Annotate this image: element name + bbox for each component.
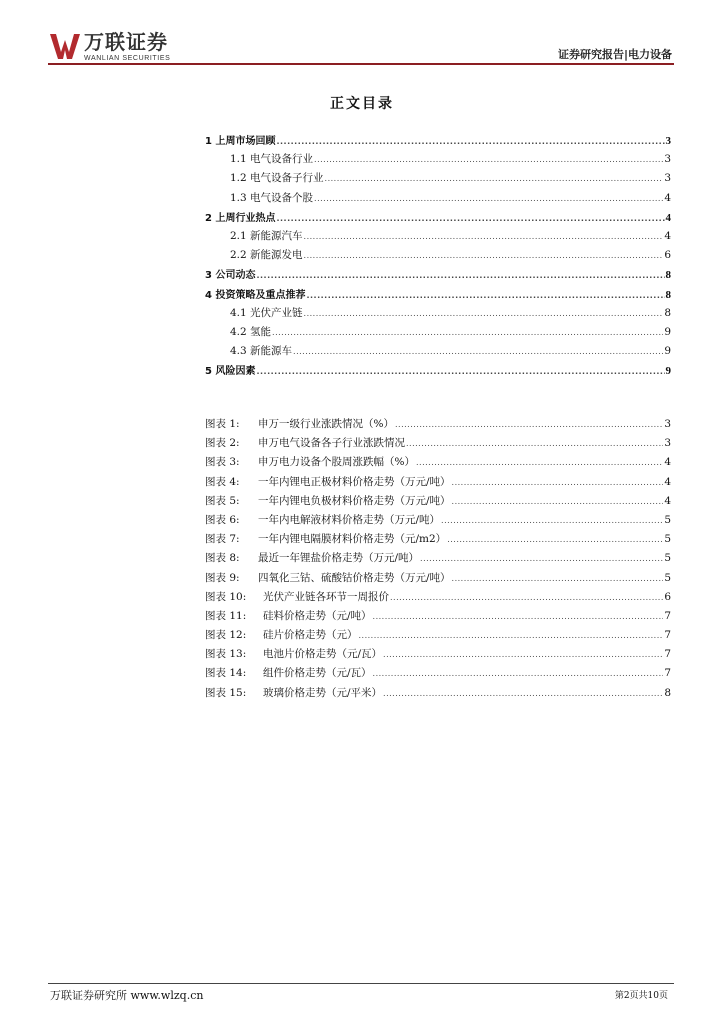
figure-label: 最近一年锂盐价格走势（万元/吨） bbox=[258, 552, 420, 565]
leader-dots bbox=[304, 232, 664, 241]
toc-item[interactable] bbox=[205, 343, 671, 362]
figure-page: 7 bbox=[664, 629, 671, 642]
toc-item-page: 3 bbox=[664, 172, 671, 185]
page-title: 正文目录 bbox=[330, 96, 394, 112]
figure-page: 3 bbox=[664, 437, 671, 450]
figure-label: 申万电力设备个股周涨跌幅（%） bbox=[258, 456, 415, 469]
figure-page: 7 bbox=[664, 667, 671, 680]
figure-label: 硅片价格走势（元） bbox=[263, 629, 358, 642]
toc-item-label: 1 上周市场回顾 bbox=[205, 136, 276, 147]
toc-item[interactable] bbox=[205, 247, 671, 266]
figure-page: 7 bbox=[664, 648, 671, 661]
leader-dots bbox=[276, 214, 664, 223]
leader-dots bbox=[383, 650, 663, 659]
leader-dots bbox=[359, 631, 664, 640]
toc-item-label: 1.1 电气设备行业 bbox=[230, 153, 314, 166]
toc-item[interactable] bbox=[205, 266, 671, 285]
figure-label: 硅料价格走势（元/吨） bbox=[263, 609, 372, 622]
figure-number: 图表 5: bbox=[205, 494, 240, 507]
company-logo bbox=[50, 32, 170, 66]
figure-number: 图表 12: bbox=[205, 629, 247, 642]
leader-dots bbox=[416, 458, 663, 467]
toc-item-page: 4 bbox=[664, 229, 671, 242]
figure-number: 图表 1: bbox=[205, 418, 240, 430]
header-divider bbox=[48, 63, 674, 65]
toc-item-page: 8 bbox=[665, 288, 671, 301]
figure-item[interactable] bbox=[205, 665, 671, 684]
leader-dots bbox=[293, 347, 663, 356]
figure-item[interactable] bbox=[205, 416, 671, 435]
toc-item[interactable] bbox=[205, 190, 671, 209]
toc-item[interactable] bbox=[205, 362, 671, 381]
leader-dots bbox=[383, 689, 663, 698]
toc-item-page: 6 bbox=[664, 249, 671, 262]
company-name-cn: 万联证券 bbox=[84, 30, 168, 54]
toc-item[interactable] bbox=[205, 151, 671, 170]
document-type: 证券研究报告|电力设备 bbox=[557, 48, 672, 61]
page-header bbox=[0, 0, 724, 70]
toc-item-page: 3 bbox=[664, 153, 671, 166]
leader-dots bbox=[447, 535, 663, 544]
leader-dots bbox=[373, 669, 664, 678]
figure-number: 图表 7: bbox=[205, 533, 240, 546]
toc-item[interactable] bbox=[205, 228, 671, 247]
figure-label: 一年内锂电隔膜材料价格走势（元/m2） bbox=[258, 533, 447, 546]
toc-item-label: 3 公司动态 bbox=[205, 270, 256, 282]
toc-item-label: 2.1 新能源汽车 bbox=[230, 229, 303, 242]
figure-item[interactable] bbox=[205, 454, 671, 473]
toc-item[interactable] bbox=[205, 132, 671, 151]
leader-dots bbox=[406, 439, 663, 448]
leader-dots bbox=[452, 478, 664, 487]
figure-page: 3 bbox=[664, 418, 671, 430]
toc-item-page: 9 bbox=[664, 345, 671, 358]
wanlian-logo-icon bbox=[50, 32, 80, 60]
toc-item-page: 4 bbox=[665, 211, 671, 224]
leader-dots bbox=[306, 291, 664, 300]
figure-number: 图表 2: bbox=[205, 437, 240, 450]
figure-label: 组件价格走势（元/瓦） bbox=[263, 667, 372, 680]
page-number: 第2页共10页 bbox=[614, 991, 668, 1001]
figure-index bbox=[205, 416, 671, 704]
figure-item[interactable] bbox=[205, 646, 671, 665]
figure-number: 图表 15: bbox=[205, 686, 247, 699]
toc-item-label: 4.2 氢能 bbox=[230, 325, 272, 338]
figure-number: 图表 14: bbox=[205, 667, 247, 680]
leader-dots bbox=[256, 271, 664, 280]
figure-page: 5 bbox=[664, 513, 671, 526]
leader-dots bbox=[452, 574, 664, 583]
leader-dots bbox=[420, 554, 663, 563]
figure-item[interactable] bbox=[205, 435, 671, 454]
toc-item[interactable] bbox=[205, 209, 671, 228]
toc-item-page: 8 bbox=[664, 306, 671, 319]
figure-number: 图表 9: bbox=[205, 571, 240, 584]
toc-item-label: 1.2 电气设备子行业 bbox=[230, 172, 324, 185]
leader-dots bbox=[325, 174, 664, 183]
leader-dots bbox=[256, 367, 664, 376]
figure-label: 光伏产业链各环节一周报价 bbox=[263, 590, 389, 603]
figure-label: 申万电气设备各子行业涨跌情况 bbox=[258, 437, 405, 450]
figure-label: 四氧化三钴、硫酸钴价格走势（万元/吨） bbox=[258, 571, 451, 584]
figure-item[interactable] bbox=[205, 550, 671, 569]
toc-item-page: 8 bbox=[665, 269, 671, 282]
toc-item-label: 4.1 光伏产业链 bbox=[230, 306, 303, 319]
figure-page: 5 bbox=[664, 533, 671, 546]
leader-dots bbox=[314, 155, 663, 164]
figure-item[interactable] bbox=[205, 627, 671, 646]
leader-dots bbox=[272, 328, 663, 337]
figure-number: 图表 13: bbox=[205, 648, 247, 661]
figure-page: 4 bbox=[664, 475, 671, 488]
figure-label: 一年内锂电负极材料价格走势（万元/吨） bbox=[258, 494, 451, 507]
figure-number: 图表 8: bbox=[205, 552, 240, 565]
figure-page: 6 bbox=[664, 590, 671, 603]
figure-label: 一年内锂电正极材料价格走势（万元/吨） bbox=[258, 475, 451, 488]
toc-item-page: 4 bbox=[664, 191, 671, 204]
figure-item[interactable] bbox=[205, 474, 671, 493]
figure-item[interactable] bbox=[205, 531, 671, 550]
leader-dots bbox=[373, 612, 664, 621]
figure-number: 图表 3: bbox=[205, 456, 240, 469]
toc-item-label: 1.3 电气设备个股 bbox=[230, 191, 314, 204]
toc-item-label: 2 上周行业热点 bbox=[205, 212, 276, 224]
toc-item-label: 4.3 新能源车 bbox=[230, 345, 293, 358]
figure-page: 8 bbox=[664, 686, 671, 699]
toc-item[interactable] bbox=[205, 286, 671, 305]
figure-item[interactable] bbox=[205, 608, 671, 627]
figure-label: 玻璃价格走势（元/平米） bbox=[263, 686, 383, 699]
leader-dots bbox=[276, 137, 664, 146]
footer-source: 万联证券研究所 www.wlzq.cn bbox=[50, 989, 204, 1002]
figure-item[interactable] bbox=[205, 570, 671, 589]
figure-item[interactable] bbox=[205, 685, 671, 704]
toc-item-label: 5 风险因素 bbox=[205, 366, 256, 378]
leader-dots bbox=[441, 516, 663, 525]
figure-page: 7 bbox=[664, 609, 671, 622]
figure-page: 4 bbox=[664, 494, 671, 507]
figure-label: 申万一级行业涨跌情况（%） bbox=[258, 418, 394, 430]
toc-item-page: 3 bbox=[665, 135, 671, 147]
figure-number: 图表 11: bbox=[205, 609, 247, 622]
figure-page: 5 bbox=[664, 552, 671, 565]
figure-number: 图表 6: bbox=[205, 513, 240, 526]
figure-item[interactable] bbox=[205, 512, 671, 531]
toc-item-label: 2.2 新能源发电 bbox=[230, 249, 303, 262]
leader-dots bbox=[390, 593, 663, 602]
figure-number: 图表 10: bbox=[205, 590, 247, 603]
figure-number: 图表 4: bbox=[205, 475, 240, 488]
leader-dots bbox=[314, 194, 663, 203]
toc-item-label: 4 投资策略及重点推荐 bbox=[205, 289, 306, 301]
figure-item[interactable] bbox=[205, 493, 671, 512]
figure-label: 一年内电解液材料价格走势（万元/吨） bbox=[258, 513, 441, 526]
leader-dots bbox=[395, 420, 663, 429]
footer-divider bbox=[48, 983, 674, 984]
figure-page: 5 bbox=[664, 571, 671, 584]
figure-page: 4 bbox=[664, 456, 671, 469]
table-of-contents bbox=[205, 132, 671, 381]
leader-dots bbox=[304, 251, 664, 260]
company-name-en: WANLIAN SECURITIES bbox=[84, 55, 171, 62]
toc-item-page: 9 bbox=[664, 325, 671, 338]
toc-item-page: 9 bbox=[665, 365, 671, 378]
figure-label: 电池片价格走势（元/瓦） bbox=[263, 648, 383, 661]
leader-dots bbox=[304, 309, 664, 318]
toc-item[interactable] bbox=[205, 170, 671, 189]
leader-dots bbox=[452, 497, 664, 506]
toc-item[interactable] bbox=[205, 305, 671, 324]
toc-item[interactable] bbox=[205, 324, 671, 343]
figure-item[interactable] bbox=[205, 589, 671, 608]
